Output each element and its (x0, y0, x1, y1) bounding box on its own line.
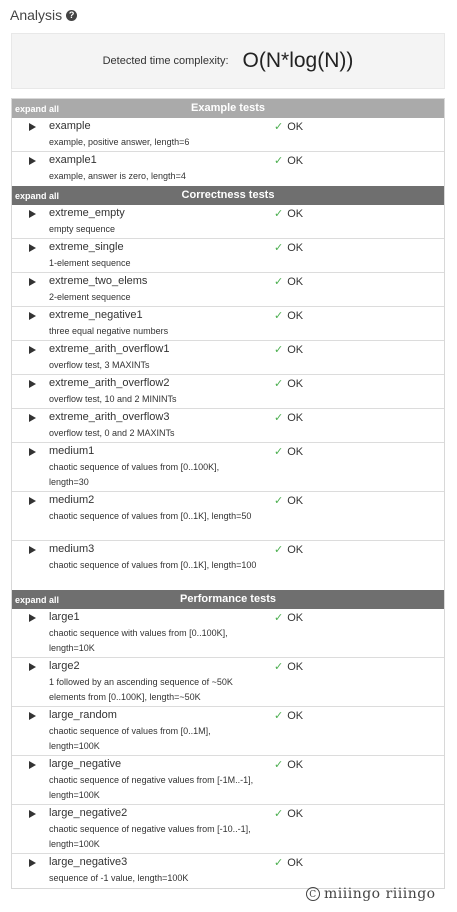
status-text: OK (287, 808, 304, 820)
tests-table (11, 98, 445, 889)
test-row[interactable] (12, 307, 444, 341)
test-description: chaotic sequence of values from [0..100K], length=30 (49, 462, 220, 487)
status-text: OK (287, 378, 304, 390)
test-status (274, 275, 303, 288)
test-status (274, 411, 303, 424)
expand-arrow-icon[interactable] (29, 663, 36, 671)
test-description: 1-element sequence (49, 258, 131, 268)
test-name: extreme_negative1 (49, 309, 143, 321)
check-icon: ✓ (274, 121, 284, 133)
expand-arrow-icon[interactable] (29, 123, 36, 131)
test-row[interactable] (12, 341, 444, 375)
test-status (274, 660, 303, 673)
check-icon: ✓ (274, 276, 284, 288)
test-name: extreme_single (49, 241, 124, 253)
check-icon: ✓ (274, 759, 284, 771)
expand-all-link[interactable]: expand all (15, 191, 60, 201)
check-icon: ✓ (274, 710, 284, 722)
help-icon[interactable]: ? (66, 10, 77, 21)
group-title: Example tests (191, 102, 265, 114)
group-header-performance (12, 590, 444, 609)
expand-all-link[interactable]: expand all (15, 104, 60, 114)
test-name: medium1 (49, 445, 95, 457)
test-row[interactable] (12, 805, 444, 854)
test-name: extreme_empty (49, 207, 125, 219)
expand-arrow-icon[interactable] (29, 346, 36, 354)
test-description: empty sequence (49, 224, 116, 234)
test-description: chaotic sequence with values from [0..100K], length=10K (49, 628, 228, 653)
test-description: overflow test, 3 MAXINTs (49, 360, 150, 370)
expand-arrow-icon[interactable] (29, 448, 36, 456)
test-row[interactable] (12, 541, 444, 590)
watermark-text: miiingo riiingo (324, 886, 436, 902)
check-icon: ✓ (274, 544, 284, 556)
test-name: large_random (49, 709, 117, 721)
test-status (274, 309, 303, 322)
test-name: example1 (49, 154, 97, 166)
test-name: extreme_two_elems (49, 275, 148, 287)
status-text: OK (287, 544, 304, 556)
test-description: chaotic sequence of values from [0..1M], length=100K (49, 726, 211, 751)
group-header-correctness (12, 186, 444, 205)
test-row[interactable] (12, 609, 444, 658)
expand-arrow-icon[interactable] (29, 278, 36, 286)
test-description: chaotic sequence of values from [0..1K], length=50 (49, 511, 252, 521)
complexity-value: O(N*log(N)) (242, 49, 354, 72)
test-description: overflow test, 0 and 2 MAXINTs (49, 428, 175, 438)
test-description: overflow test, 10 and 2 MININTs (49, 394, 177, 404)
status-text: OK (287, 759, 304, 771)
expand-arrow-icon[interactable] (29, 546, 36, 554)
test-status (274, 709, 303, 722)
test-row[interactable] (12, 273, 444, 307)
test-row[interactable] (12, 118, 444, 152)
group-title: Performance tests (180, 593, 276, 605)
test-status (274, 807, 303, 820)
expand-arrow-icon[interactable] (29, 761, 36, 769)
status-text: OK (287, 612, 304, 624)
complexity-summary (11, 33, 445, 89)
test-description: 2-element sequence (49, 292, 131, 302)
test-row[interactable] (12, 492, 444, 541)
test-name: large1 (49, 611, 80, 623)
check-icon: ✓ (274, 208, 284, 220)
expand-arrow-icon[interactable] (29, 380, 36, 388)
test-status (274, 494, 303, 507)
status-text: OK (287, 276, 304, 288)
status-text: OK (287, 155, 304, 167)
check-icon: ✓ (274, 661, 284, 673)
check-icon: ✓ (274, 446, 284, 458)
test-row[interactable] (12, 205, 444, 239)
test-status (274, 343, 303, 356)
test-name: large_negative3 (49, 856, 128, 868)
test-name: extreme_arith_overflow3 (49, 411, 170, 423)
test-name: extreme_arith_overflow2 (49, 377, 170, 389)
expand-arrow-icon[interactable] (29, 244, 36, 252)
status-text: OK (287, 661, 304, 673)
test-status (274, 445, 303, 458)
status-text: OK (287, 857, 304, 869)
status-text: OK (287, 446, 304, 458)
test-description: example, positive answer, length=6 (49, 137, 190, 147)
test-name: medium3 (49, 543, 95, 555)
expand-arrow-icon[interactable] (29, 414, 36, 422)
test-status (274, 611, 303, 624)
group-title: Correctness tests (181, 189, 275, 201)
test-status (274, 856, 303, 869)
expand-arrow-icon[interactable] (29, 497, 36, 505)
watermark (306, 886, 436, 902)
test-row[interactable] (12, 854, 444, 888)
check-icon: ✓ (274, 310, 284, 322)
status-text: OK (287, 344, 304, 356)
check-icon: ✓ (274, 612, 284, 624)
test-status (274, 377, 303, 390)
status-text: OK (287, 310, 304, 322)
test-status (274, 120, 303, 133)
check-icon: ✓ (274, 412, 284, 424)
test-status (274, 543, 303, 556)
check-icon: ✓ (274, 344, 284, 356)
expand-arrow-icon[interactable] (29, 614, 36, 622)
expand-all-link[interactable]: expand all (15, 595, 60, 605)
test-name: extreme_arith_overflow1 (49, 343, 170, 355)
test-description: chaotic sequence of negative values from [-1M..-1], length=100K (49, 775, 254, 800)
complexity-label: Detected time complexity: (102, 55, 229, 67)
test-name: example (49, 120, 91, 132)
test-name: large_negative2 (49, 807, 128, 819)
status-text: OK (287, 242, 304, 254)
test-row[interactable] (12, 409, 444, 443)
status-text: OK (287, 495, 304, 507)
check-icon: ✓ (274, 155, 284, 167)
check-icon: ✓ (274, 378, 284, 390)
check-icon: ✓ (274, 242, 284, 254)
status-text: OK (287, 412, 304, 424)
test-row[interactable] (12, 375, 444, 409)
test-name: large2 (49, 660, 80, 672)
expand-arrow-icon[interactable] (29, 810, 36, 818)
test-description: three equal negative numbers (49, 326, 169, 336)
test-row[interactable] (12, 152, 444, 186)
check-icon: ✓ (274, 495, 284, 507)
expand-arrow-icon[interactable] (29, 210, 36, 218)
status-text: OK (287, 208, 304, 220)
check-icon: ✓ (274, 857, 284, 869)
status-text: OK (287, 121, 304, 133)
page-title: Analysis (10, 7, 63, 23)
test-row[interactable] (12, 443, 444, 492)
test-description: example, answer is zero, length=4 (49, 171, 186, 181)
copyright-icon: C (306, 887, 320, 901)
expand-arrow-icon[interactable] (29, 312, 36, 320)
test-description: chaotic sequence of values from [0..1K], length=100 (49, 560, 257, 570)
expand-arrow-icon[interactable] (29, 157, 36, 165)
test-row[interactable] (12, 756, 444, 805)
group-header-example (12, 99, 444, 118)
test-status (274, 241, 303, 254)
test-description: chaotic sequence of negative values from [-10..-1], length=100K (49, 824, 251, 849)
test-name: medium2 (49, 494, 95, 506)
analysis-header (10, 7, 77, 23)
test-row[interactable] (12, 658, 444, 707)
test-status (274, 154, 303, 167)
test-description: sequence of -1 value, length=100K (49, 873, 189, 883)
expand-arrow-icon[interactable] (29, 712, 36, 720)
test-row[interactable] (12, 707, 444, 756)
test-status (274, 758, 303, 771)
expand-arrow-icon[interactable] (29, 859, 36, 867)
status-text: OK (287, 710, 304, 722)
check-icon: ✓ (274, 808, 284, 820)
test-name: large_negative (49, 758, 122, 770)
test-row[interactable] (12, 239, 444, 273)
test-description: 1 followed by an ascending sequence of ~50K elements from [0..100K], length=~50K (49, 677, 233, 702)
test-status (274, 207, 303, 220)
